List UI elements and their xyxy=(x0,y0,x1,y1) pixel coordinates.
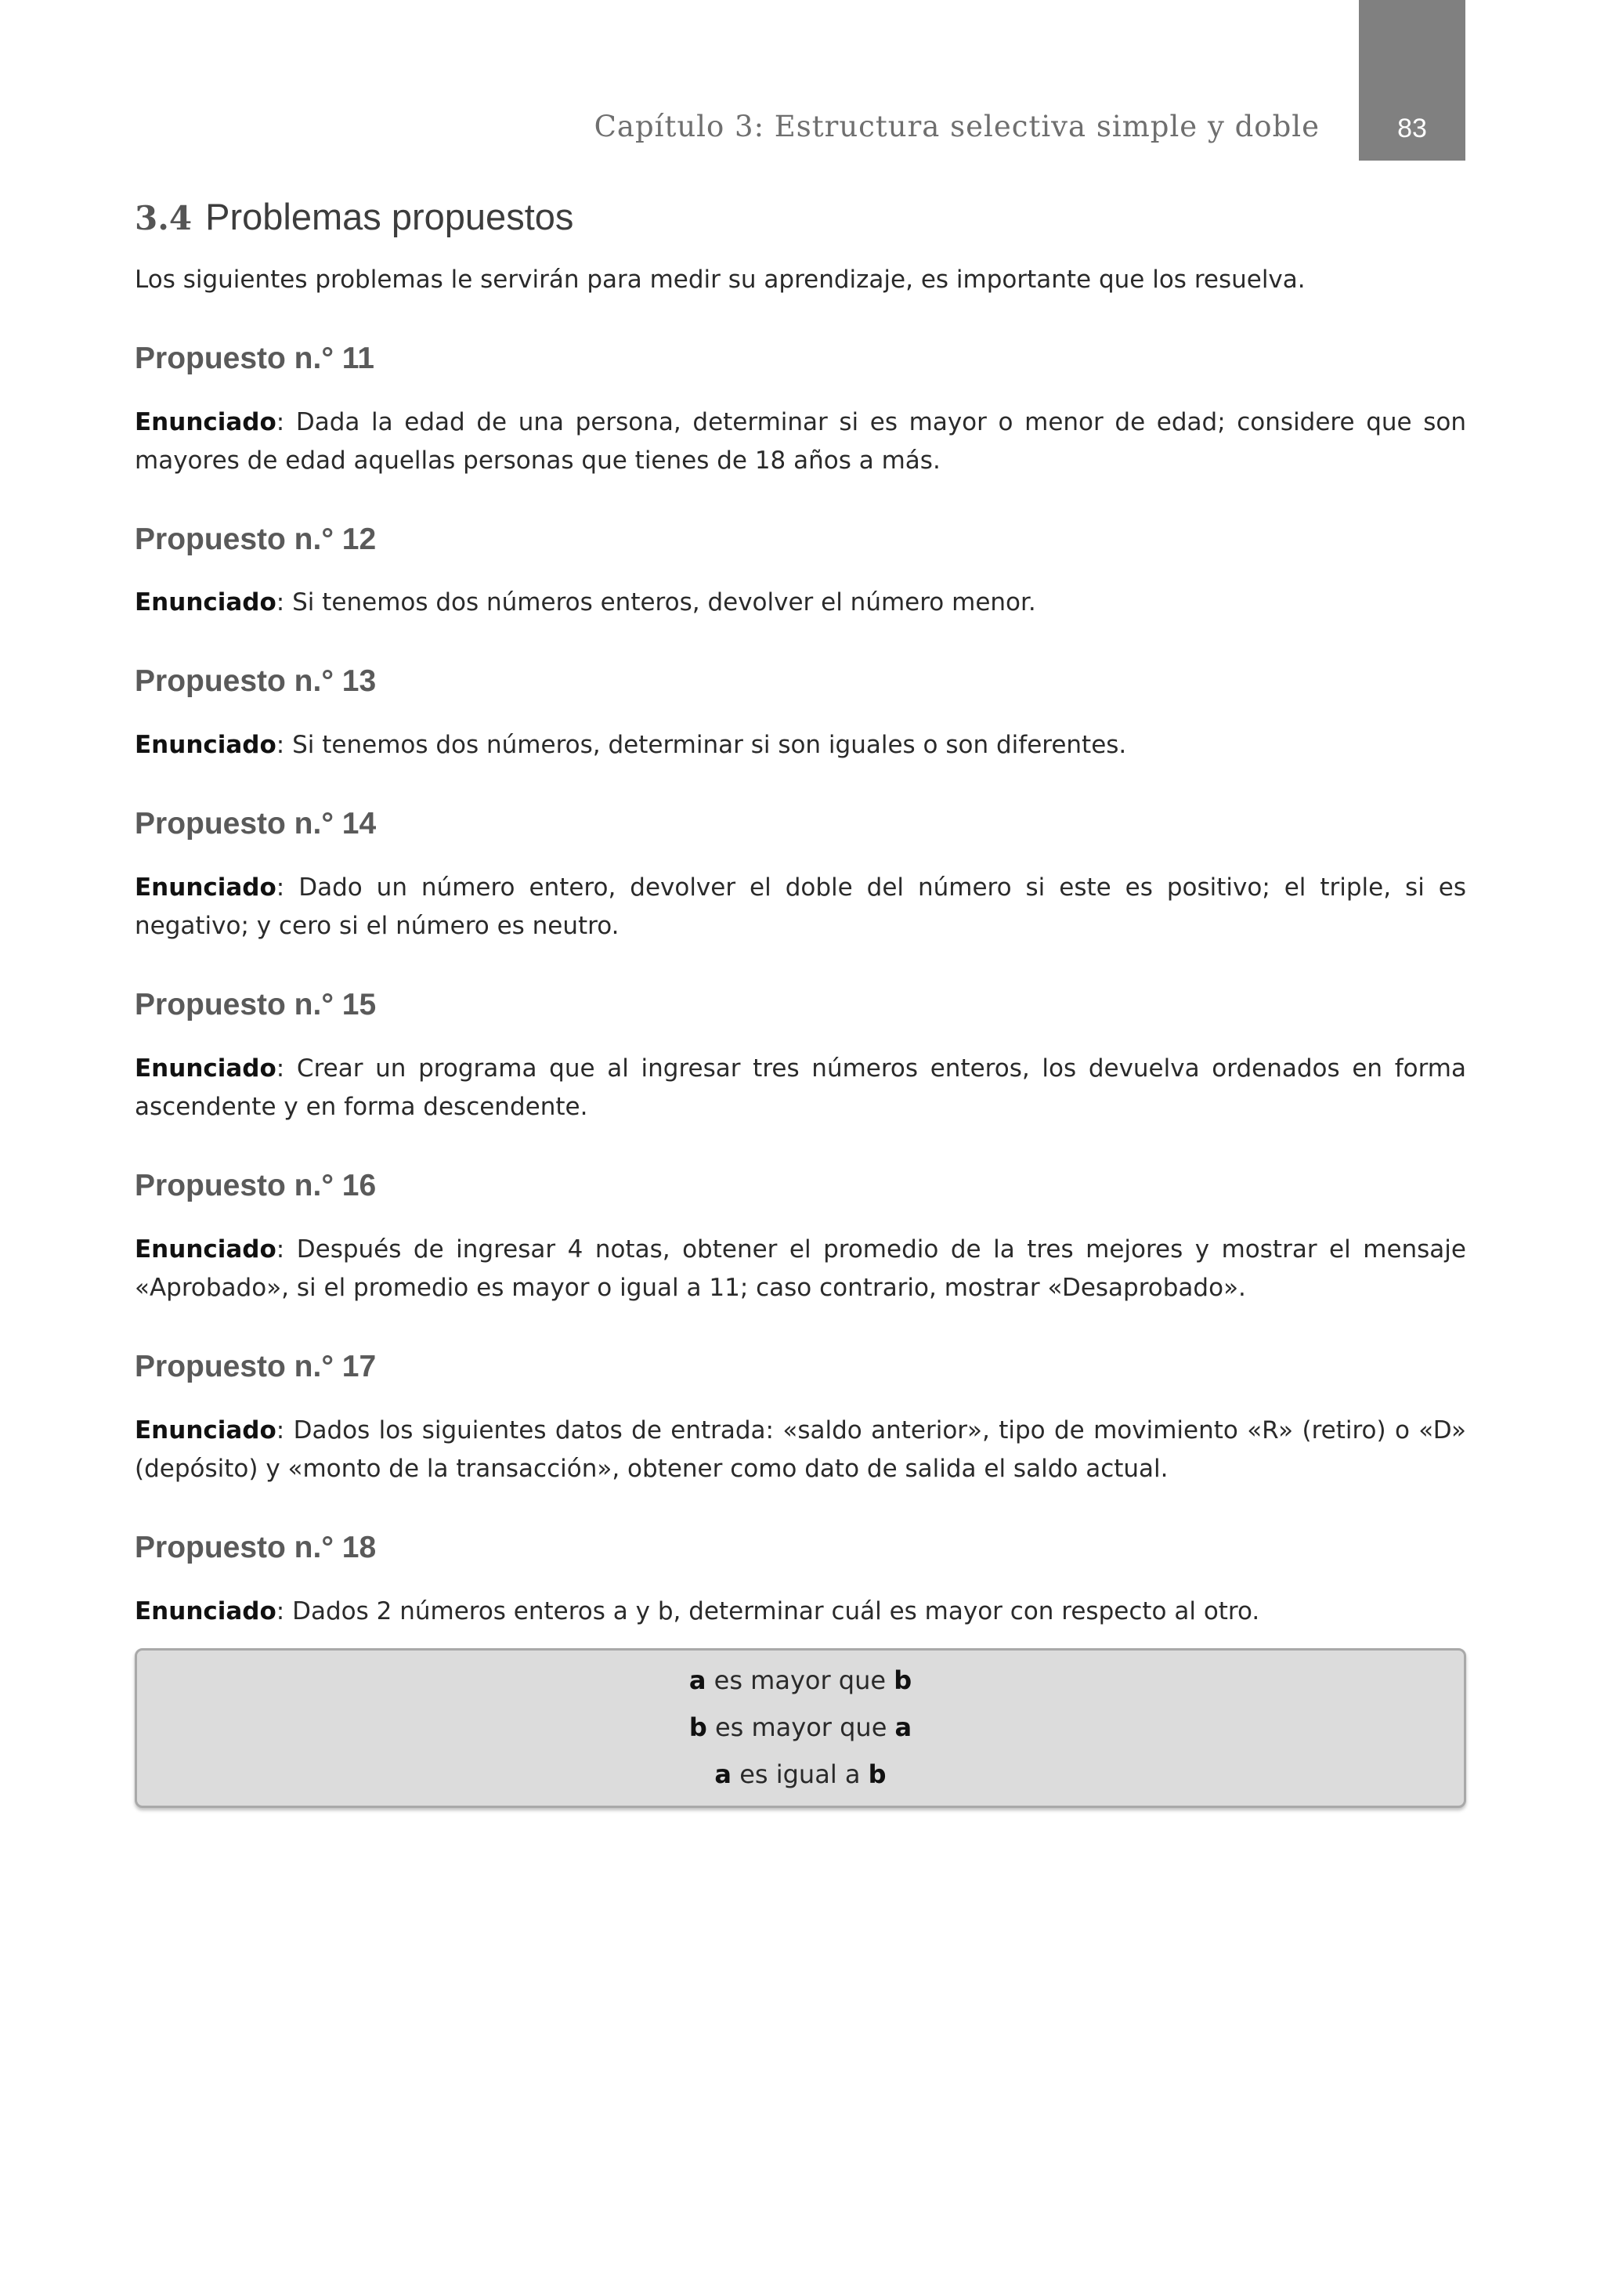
problem-17 xyxy=(135,1350,1466,1488)
output-var-second: a xyxy=(894,1712,912,1742)
page-content xyxy=(135,194,1466,1808)
statement-separator: : xyxy=(276,1054,285,1083)
problem-statement xyxy=(135,1231,1466,1307)
statement-separator: : xyxy=(276,1596,285,1625)
section-title: Problemas propuestos xyxy=(205,196,574,237)
section-intro: Los siguientes problemas le servirán para medir su aprendizaje, es importante que los resuelva. xyxy=(135,265,1306,294)
statement-separator: : xyxy=(276,873,285,902)
output-var-second: b xyxy=(894,1665,912,1695)
statement-text: Dado un número entero, devolver el doble del número si este es positivo; el triple, si es negativo; y cero si el número es neutro. xyxy=(135,873,1466,941)
expected-outputs-box xyxy=(135,1648,1466,1808)
problem-12 xyxy=(135,522,1466,623)
problem-title: Propuesto n.° 14 xyxy=(135,807,377,841)
statement-separator: : xyxy=(276,731,285,760)
statement-text: Si tenemos dos números, determinar si son iguales o son diferentes. xyxy=(284,731,1127,760)
output-relation: es igual a xyxy=(732,1759,869,1789)
statement-label: Enunciado xyxy=(135,1596,276,1625)
statement-separator: : xyxy=(276,1416,285,1444)
statement-text: Después de ingresar 4 notas, obtener el promedio de la tres mejores y mostrar el mensaje «Aprobado», si el promedio es mayor o igual a 11; caso contrario, mostrar «Desaprobado». xyxy=(135,1235,1466,1302)
statement-separator: : xyxy=(276,407,285,436)
page-number: 83 xyxy=(1397,114,1427,143)
statement-text: Dados los siguientes datos de entrada: «saldo anterior», tipo de movimiento «R» (retiro) o «D» (depósito) y «monto de la transacción», obtener como dato de salida el saldo actual. xyxy=(135,1416,1466,1483)
statement-text: Si tenemos dos números enteros, devolver el número menor. xyxy=(284,588,1036,617)
statement-label: Enunciado xyxy=(135,873,276,902)
problem-title: Propuesto n.° 18 xyxy=(135,1530,377,1564)
statement-text: Crear un programa que al ingresar tres números enteros, los devuelva ordenados en forma ascendente y en forma descendente. xyxy=(135,1054,1466,1121)
statement-text: Dada la edad de una persona, determinar si es mayor o menor de edad; considere que son mayores de edad aquellas personas que tienes de 18 años a más. xyxy=(135,407,1466,475)
problem-statement xyxy=(135,1412,1466,1488)
running-head xyxy=(0,0,1604,161)
problem-14 xyxy=(135,807,1466,946)
page-number-tab xyxy=(1359,0,1465,161)
output-var-first: b xyxy=(688,1712,707,1742)
chapter-title: Capítulo 3: Estructura selectiva simple y doble xyxy=(594,110,1320,143)
statement-label: Enunciado xyxy=(135,407,276,436)
output-var-first: a xyxy=(688,1665,706,1695)
problem-title: Propuesto n.° 11 xyxy=(135,341,375,375)
problem-statement xyxy=(135,403,1466,480)
problem-18 xyxy=(135,1531,1466,1631)
problem-title: Propuesto n.° 13 xyxy=(135,664,377,699)
output-relation: es mayor que xyxy=(706,1712,895,1742)
statement-label: Enunciado xyxy=(135,731,276,760)
output-var-first: a xyxy=(714,1759,732,1789)
output-line xyxy=(137,1657,1464,1704)
statement-separator: : xyxy=(276,588,285,617)
problem-statement xyxy=(135,1050,1466,1126)
problem-title: Propuesto n.° 17 xyxy=(135,1349,377,1383)
output-var-second: b xyxy=(868,1759,887,1789)
output-relation: es mayor que xyxy=(706,1665,894,1695)
output-line xyxy=(137,1704,1464,1751)
statement-label: Enunciado xyxy=(135,1235,276,1264)
problem-statement xyxy=(135,726,1466,765)
statement-text: Dados 2 números enteros a y b, determinar cuál es mayor con respecto al otro. xyxy=(284,1596,1260,1625)
problem-title: Propuesto n.° 15 xyxy=(135,988,377,1022)
statement-label: Enunciado xyxy=(135,1416,276,1444)
problem-16 xyxy=(135,1169,1466,1307)
problem-13 xyxy=(135,664,1466,765)
statement-separator: : xyxy=(276,1235,285,1264)
problem-title: Propuesto n.° 16 xyxy=(135,1168,377,1202)
problem-statement xyxy=(135,1593,1466,1631)
section-heading xyxy=(135,194,1466,240)
problem-title: Propuesto n.° 12 xyxy=(135,522,377,556)
section-number: 3.4 xyxy=(135,199,193,237)
statement-label: Enunciado xyxy=(135,588,276,617)
statement-label: Enunciado xyxy=(135,1054,276,1083)
output-line xyxy=(137,1751,1464,1798)
problem-11 xyxy=(135,342,1466,480)
problem-statement xyxy=(135,584,1466,622)
problem-15 xyxy=(135,988,1466,1126)
problem-statement xyxy=(135,869,1466,946)
